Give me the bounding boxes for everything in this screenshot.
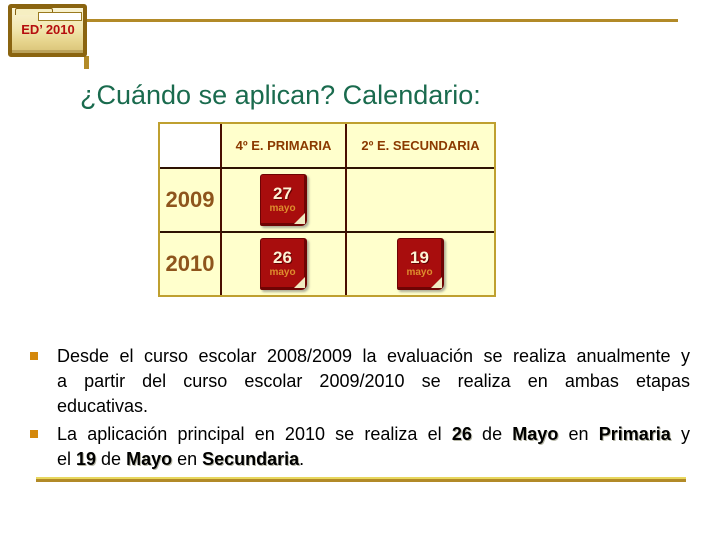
folder-logo-icon: [8, 4, 87, 57]
bullet-paragraph: [57, 422, 690, 472]
calendar-date-chip: [260, 238, 307, 290]
slide-title: ¿Cuándo se aplican? Calendario:: [80, 80, 481, 110]
table-cell-2010-primaria: [220, 231, 345, 295]
bullet-text-line: La aplicación principal en 2010 se realiza el 26 de Mayo en Primaria y: [57, 424, 690, 444]
table-cell-2009-secundaria: [345, 167, 494, 231]
folder-connector-line: [84, 56, 89, 69]
table-year-2010: 2010: [160, 231, 220, 295]
table-year-2009: 2009: [160, 167, 220, 231]
calendar-date-chip: [260, 174, 307, 226]
bottom-horizontal-rule-dark: [36, 479, 686, 482]
top-horizontal-rule: [84, 19, 678, 22]
bullet-text-line: a partir del curso escolar 2009/2010 se realiza en ambas etapas: [57, 371, 690, 391]
bullet-text-line: Desde el curso escolar 2008/2009 la evaluación se realiza anualmente y: [57, 346, 690, 366]
table-cell-2009-primaria: [220, 167, 345, 231]
chip-day: 26: [273, 247, 292, 267]
table-cell-2010-secundaria: [345, 231, 494, 295]
chip-day: 19: [410, 247, 429, 267]
bullet-square-icon: [30, 430, 38, 438]
chip-month: mayo: [269, 202, 296, 214]
bullet-text-line: educativas.: [57, 396, 149, 416]
table-corner-cell: [160, 124, 220, 167]
bullet-text: [57, 422, 690, 472]
folder-paper-icon: [38, 12, 82, 21]
chip-day: 27: [273, 183, 292, 203]
bullet-square-icon: [30, 352, 38, 360]
bullet-text-line: el 19 de Mayo en Secundaria.: [57, 449, 305, 469]
table-header-primaria: 4º E. PRIMARIA: [220, 124, 345, 167]
logo-label: ED’ 2010: [21, 22, 75, 37]
calendar-table: [158, 122, 496, 297]
bullet-paragraph: [57, 344, 690, 419]
chip-month: mayo: [269, 266, 296, 278]
chip-month: mayo: [406, 266, 433, 278]
calendar-date-chip: [397, 238, 444, 290]
table-header-secundaria: 2º E. SECUNDARIA: [345, 124, 494, 167]
bullet-text: [57, 344, 690, 419]
